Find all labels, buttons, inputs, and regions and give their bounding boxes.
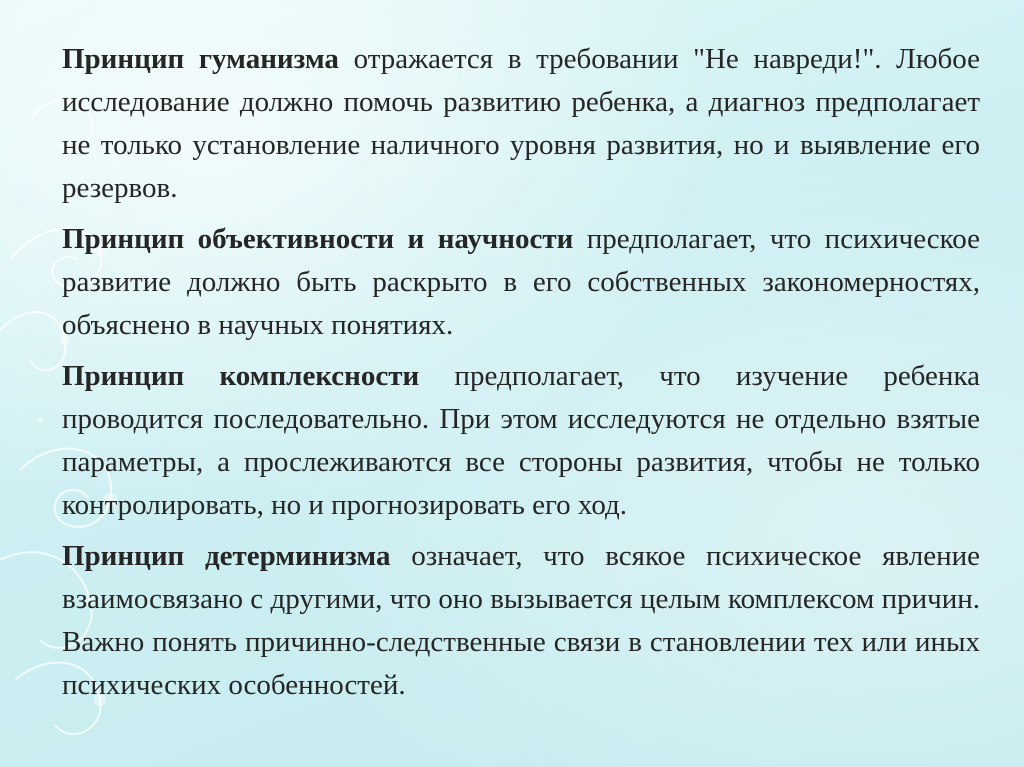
term-complexity: Принцип комплексности: [62, 360, 420, 392]
paragraph-objectivity: [62, 218, 980, 347]
text-humanism: отражается в требовании "Не навреди!". Любое исследование должно помочь развитию ребенка, а диагноз предполагает не только установление наличного уровня развития, но и выявление его резервов.: [62, 43, 980, 204]
term-objectivity: Принцип объективности и научности: [62, 223, 574, 255]
text-complexity: предполагает, что изучение ребенка проводится последовательно. При этом исследуются не отдельно взятые параметры, а прослеживаются все стороны развития, чтобы не только контролировать, но и прогнозировать его ход.: [62, 360, 980, 521]
term-humanism: Принцип гуманизма: [62, 43, 339, 75]
paragraph-determinism: [62, 535, 980, 707]
text-objectivity: предполагает, что психическое развитие должно быть раскрыто в его собственных закономерностях, объяснено в научных понятиях.: [62, 223, 980, 341]
paragraph-humanism: [62, 38, 980, 210]
text-determinism: означает, что всякое психическое явление взаимосвязано с другими, что оно вызывается целым комплексом причин. Важно понять причинно-следственные связи в становлении тех или иных психических особенностей.: [62, 540, 980, 701]
slide-text: [62, 38, 980, 715]
paragraph-complexity: [62, 355, 980, 527]
term-determinism: Принцип детерминизма: [62, 540, 391, 572]
